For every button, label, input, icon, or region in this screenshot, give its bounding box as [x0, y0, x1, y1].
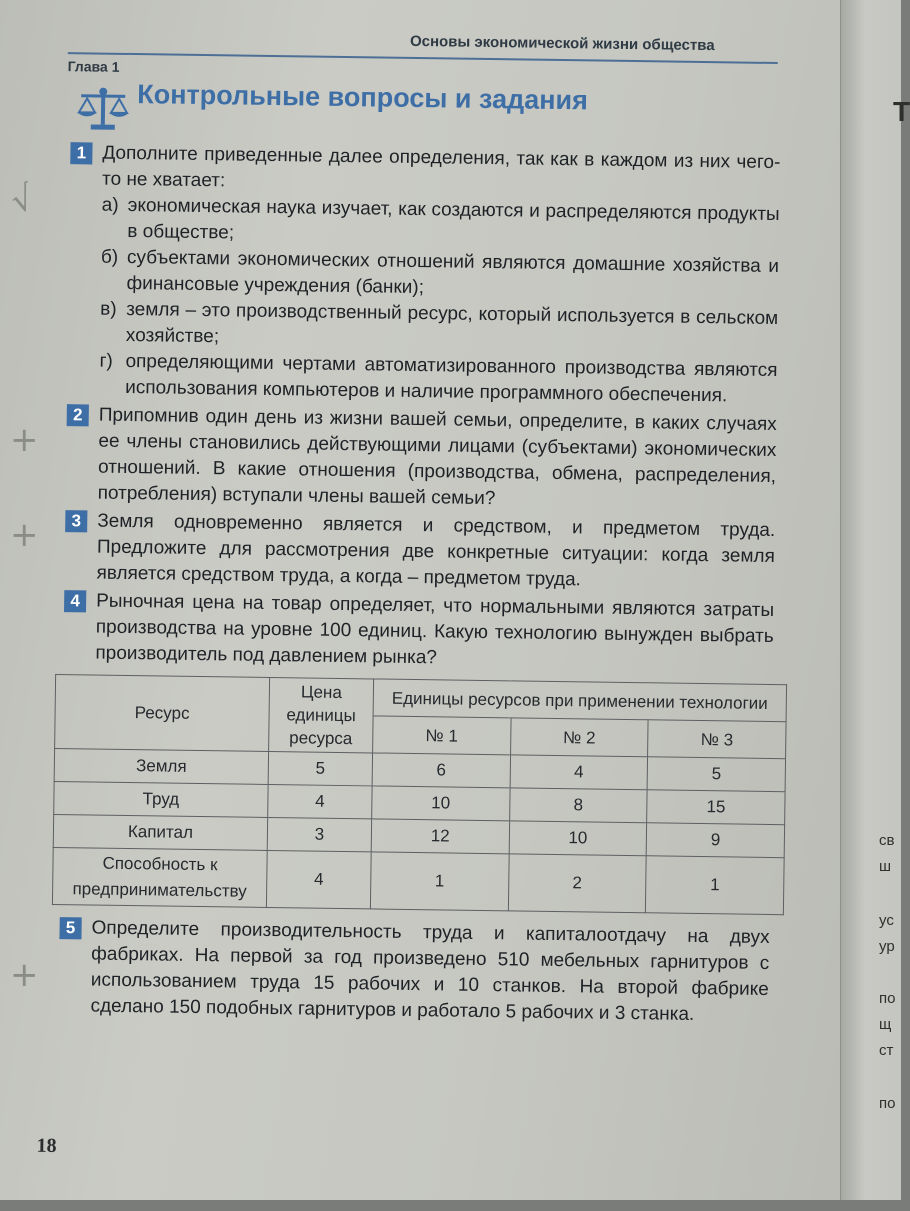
column-header-units: Единицы ресурсов при применении технологии [373, 679, 786, 722]
item-mark: в) [100, 298, 117, 320]
task-list [58, 140, 780, 1031]
cell-price: 5 [268, 751, 372, 785]
cell-resource: Труд [54, 781, 268, 817]
item-mark: б) [100, 246, 119, 268]
task-number: 2 [67, 404, 89, 426]
next-page-fragment: ус [879, 912, 894, 929]
cell-tech-1: 10 [372, 786, 510, 821]
cell-tech-1: 12 [371, 819, 509, 854]
cell-tech-3: 9 [646, 823, 784, 858]
task-text: Припомнив один день из жизни вашей семьи, определите, в каких случаях ее члены становились действующими лицами (субъектами) экономических отношений. В какие отношения (производства, обмена, распределения, потребления) вступали члены вашей семьи? [97, 404, 777, 510]
task-item [67, 348, 778, 410]
cell-resource: Земля [54, 748, 268, 784]
item-text: экономическая наука изучает, как создаются и распределяются продукты в обществе; [127, 194, 780, 244]
column-header-resource: Ресурс [55, 675, 270, 752]
task-text: Рыночная цена на товар определяет, что нормальными являются затраты производства на уровне 100 единиц. Какую технологию вынужден выбрать производитель под давлением рынка? [95, 590, 775, 669]
task-text: Дополните приведенные далее определения, так как в каждом из них чего-то не хватает: [101, 142, 781, 192]
cell-price: 4 [266, 850, 371, 908]
section-title: Контрольные вопросы и задания [137, 79, 589, 116]
task-number: 5 [59, 917, 81, 939]
cell-price: 4 [268, 784, 372, 818]
cell-tech-1: 1 [370, 852, 508, 911]
cell-resource: Способность к предпринимательству [52, 847, 267, 907]
task-number: 1 [70, 142, 92, 164]
cell-tech-3: 5 [647, 757, 785, 792]
cell-resource: Капитал [53, 814, 267, 850]
column-header-tech-2: № 2 [510, 718, 648, 757]
task-text: Определите производительность труда и капиталоотдачу на двух фабриках. На первой за год произведено 510 мебельных гарнитуров с использованием труда 15 рабочих и 10 станков. На второй фабрике сделано 150 подобных гарнитуров и работало 5 рабочих и 3 станка. [90, 917, 770, 1025]
cell-tech-2: 8 [509, 788, 647, 823]
column-header-tech-3: № 3 [648, 720, 786, 759]
cell-tech-2: 2 [508, 854, 646, 913]
header-rule [68, 52, 778, 64]
next-page-edge [840, 0, 910, 1200]
next-page-fragment: по [879, 990, 896, 1007]
column-header-tech-1: № 1 [373, 716, 511, 755]
next-page-fragment: св [879, 832, 895, 849]
scales-icon [75, 86, 132, 133]
next-page-fragment: щ [879, 1016, 892, 1033]
item-text: субъектами экономических отношений являются домашние хозяйства и финансовые учреждения (банки); [126, 246, 780, 299]
pencil-mark: + [10, 955, 39, 995]
task-number: 4 [64, 590, 86, 612]
task-4 [63, 588, 774, 676]
column-header-price: Цена единицы ресурса [269, 677, 374, 752]
item-text: определяющими чертами автоматизированного производства являются использования компьютеров и наличие программного обеспечения. [125, 350, 778, 407]
cell-tech-3: 15 [647, 790, 785, 825]
resource-table [52, 674, 787, 915]
task-3 [64, 508, 775, 596]
cell-price: 3 [267, 817, 371, 851]
task-number: 3 [65, 510, 87, 532]
pencil-mark: + [10, 515, 39, 555]
next-page-fragment: ст [879, 1042, 894, 1059]
running-head: Основы экономической жизни общества [409, 32, 715, 55]
pencil-mark: + [10, 420, 39, 460]
item-mark: а) [101, 194, 119, 216]
task-1 [67, 140, 781, 410]
next-page-fragment: ур [879, 938, 895, 955]
task-5 [58, 915, 769, 1029]
item-text: земля – это производственный ресурс, который используется в сельском хозяйстве; [125, 298, 779, 348]
cell-tech-2: 10 [509, 821, 647, 856]
pencil-mark: √ [5, 177, 40, 223]
next-page-fragment: ш [879, 858, 892, 875]
task-text: Земля одновременно является и средством, и предметом труда. Предложите для рассмотрения две конкретные ситуации: когда земля является средством труда, а когда – предметом труда. [96, 510, 776, 591]
task-2 [65, 402, 776, 516]
cell-tech-3: 1 [646, 856, 785, 915]
cell-tech-2: 4 [510, 755, 648, 790]
next-page-fragment: Т [893, 96, 910, 127]
next-page-fragment: по [879, 1095, 896, 1112]
item-mark: г) [99, 350, 113, 372]
chapter-label: Глава 1 [67, 58, 120, 75]
table-row [52, 847, 784, 914]
page-number: 18 [36, 1134, 57, 1158]
cell-tech-1: 6 [372, 753, 510, 788]
table-header-row [55, 675, 786, 722]
